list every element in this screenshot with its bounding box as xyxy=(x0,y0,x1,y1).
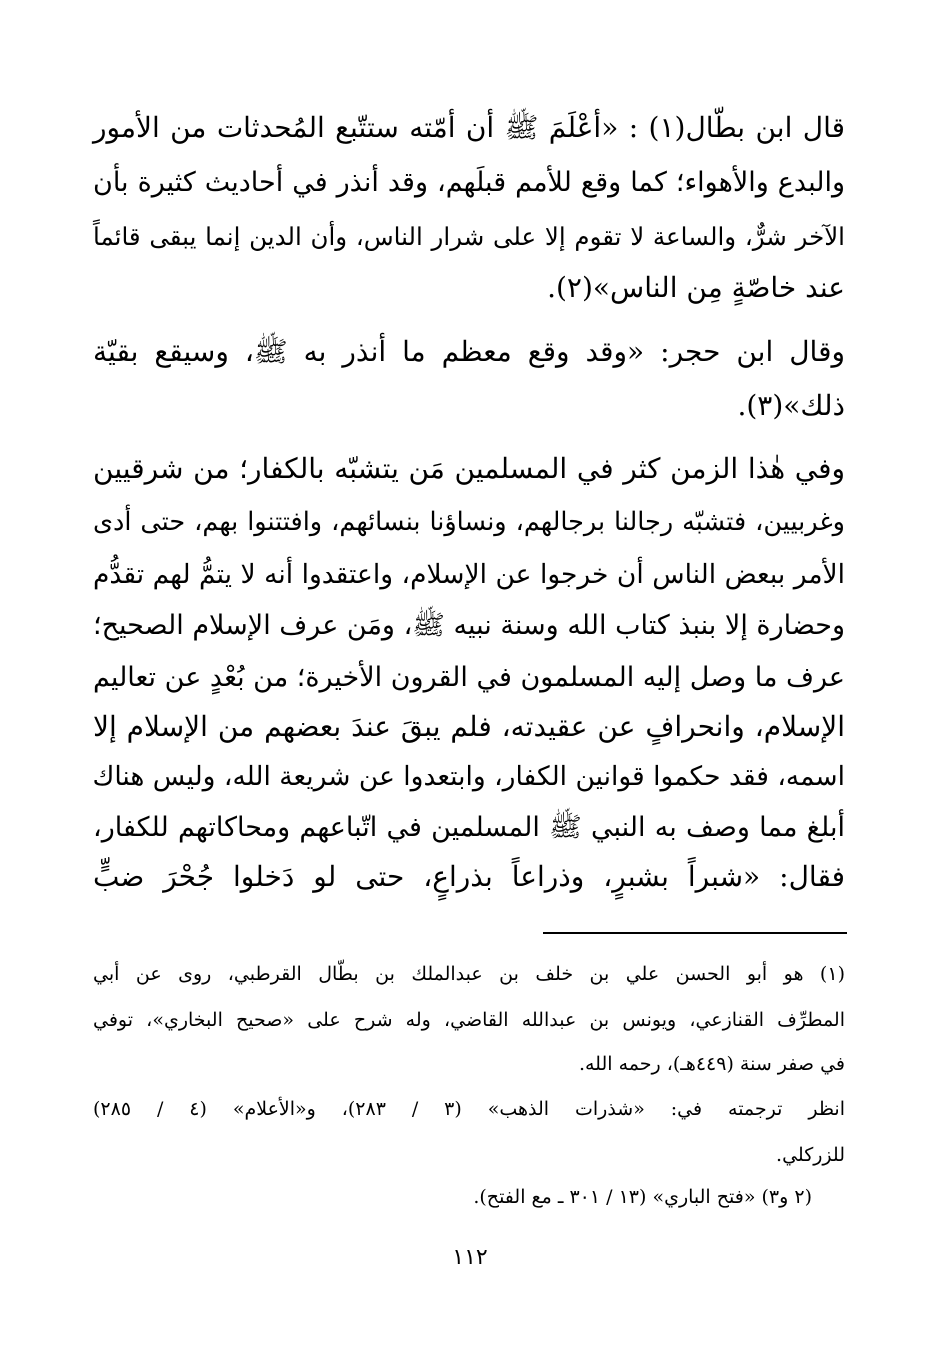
paragraph-3-line-6: الإسلام، وانحرافٍ عن عقيدته، فلم يبقَ عندَ بعضهم من الإسلام إلا xyxy=(93,710,845,743)
footnote-2-3: (٢ و٣) «فتح الباري» (١٣ / ٣٠١ ـ مع الفتح). xyxy=(473,1186,812,1208)
paragraph-3-line-7: اسمه، فقد حكموا قوانين الكفار، وابتعدوا عن شريعة الله، وليس هناك xyxy=(92,761,845,792)
paragraph-3-line-3: الأمر ببعض الناس أن خرجوا عن الإسلام، واعتقدوا أنه لا يتمُّ لهم تقدُّم xyxy=(93,559,845,590)
paragraph-3-line-1: وفي هٰذا الزمن كثر في المسلمين مَن يتشبّه بالكفار؛ من شرقيين xyxy=(93,452,845,485)
footnote-1-line-4: انظر ترجمته في: «شذرات الذهب» (٣ / ٢٨٣)، و«الأعلام» (٤ / ٢٨٥) xyxy=(93,1098,845,1120)
footnote-1-line-2: المطرِّف القنازعي، ويونس بن عبدالله القاضي، وله شرح على «صحيح البخاري»، توفي xyxy=(93,1009,845,1031)
footnote-separator xyxy=(543,932,847,934)
paragraph-2-line-2: ذلك»(٣). xyxy=(737,389,845,422)
paragraph-1-line-4: عند خاصّةٍ مِن الناس»(٢). xyxy=(547,271,845,304)
footnote-1-line-1: (١) هو أبو الحسن علي بن خلف بن عبدالملك بن بطّال القرطبي، روى عن أبي xyxy=(93,963,845,985)
paragraph-3-line-9: فقال: «شبراً بشبرٍ، وذراعاً بذراعٍ، حتى لو دَخلوا جُحْرَ ضبٍّ xyxy=(93,860,845,893)
paragraph-1-line-3: الآخر شرٌّ، والساعة لا تقوم إلا على شرار الناس، وأن الدين إنما يبقى قائماً xyxy=(93,222,845,251)
paragraph-1-line-2: والبدع والأهواء؛ كما وقع للأمم قبلَهم، وقد أنذر في أحاديث كثيرة بأن xyxy=(93,167,845,198)
paragraph-1-line-1: قال ابن بطّال(١) : «أعْلَمَ ﷺ أن أمّته ستتّبع المُحدثات من الأمور xyxy=(93,111,845,144)
page-number: ١١٢ xyxy=(452,1245,488,1270)
footnote-1-line-3: في صفر سنة (٤٤٩هـ)، رحمه الله. xyxy=(578,1053,845,1075)
paragraph-3-line-8: أبلغ مما وصف به النبي ﷺ المسلمين في اتّباعهم ومحاكاتهم للكفار، xyxy=(93,812,845,843)
paragraph-3-line-5: عرف ما وصل إليه المسلمون في القرون الأخيرة؛ من بُعْدٍ عن تعاليم xyxy=(92,662,845,693)
footnote-1-line-5: للزركلي. xyxy=(776,1144,845,1166)
paragraph-2-line-1: وقال ابن حجر: «وقد وقع معظم ما أنذر به ﷺ، وسيقع بقيّة xyxy=(93,335,845,368)
paragraph-3-line-4: وحضارة إلا بنبذ كتاب الله وسنة نبيه ﷺ، ومَن عرف الإسلام الصحيح؛ xyxy=(93,610,845,641)
paragraph-3-line-2: وغربيين، فتشبّه رجالنا برجالهم، ونساؤنا بنسائهم، وافتتنوا بهم، حتى أدى xyxy=(93,507,845,537)
